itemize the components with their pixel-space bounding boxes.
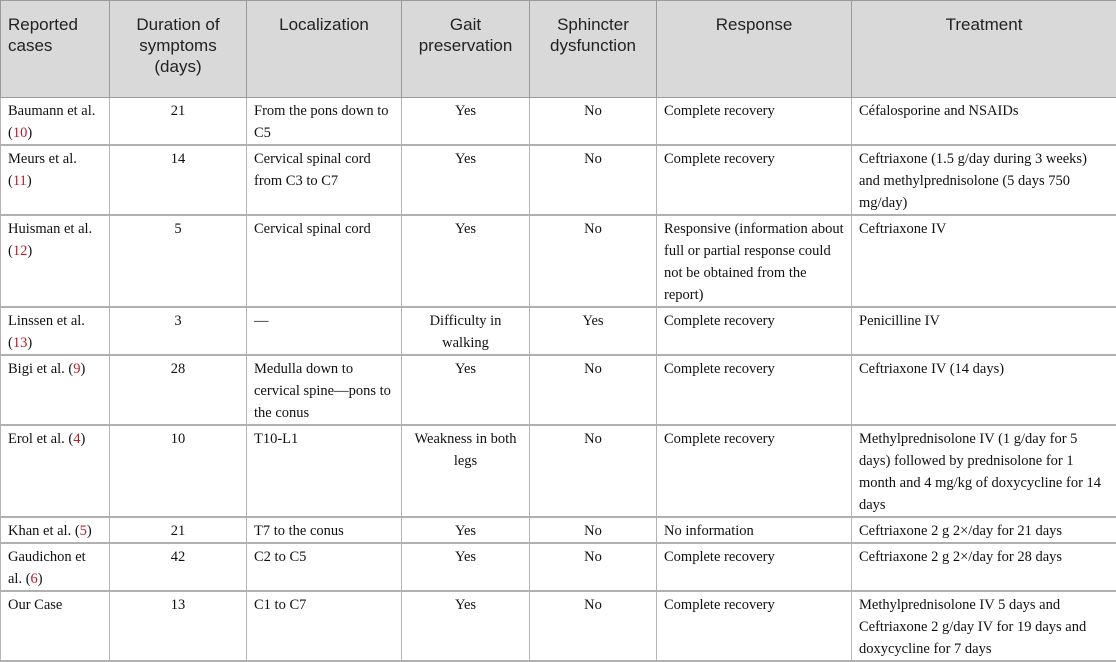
treatment-cell: Ceftriaxone 2 g 2×/day for 28 days: [852, 543, 1116, 591]
response-cell: Responsive (information about full or partial response could not be obtained from the report): [657, 215, 852, 307]
treatment-cell: Céfalosporine and NSAIDs: [852, 98, 1116, 146]
case-suffix: ): [80, 431, 85, 447]
duration-cell: 5: [110, 215, 247, 307]
header-localization: Localization: [247, 1, 402, 98]
table-row: [1, 98, 1116, 146]
gait-cell: Yes: [402, 591, 530, 661]
reference-link[interactable]: 13: [13, 335, 28, 351]
reference-link[interactable]: 12: [13, 243, 28, 259]
duration-cell: 13: [110, 591, 247, 661]
case-suffix: ): [27, 173, 32, 189]
duration-cell: 21: [110, 98, 247, 146]
duration-cell: 3: [110, 307, 247, 355]
localization-cell: T7 to the conus: [247, 517, 402, 543]
duration-cell: 14: [110, 145, 247, 215]
gait-cell: Yes: [402, 145, 530, 215]
treatment-cell: Methylprednisolone IV 5 days and Ceftriaxone 2 g/day IV for 19 days and doxycycline for 7 days: [852, 591, 1116, 661]
localization-cell: From the pons down to C5: [247, 98, 402, 146]
gait-cell: Yes: [402, 215, 530, 307]
case-name: Khan et al. (: [8, 523, 80, 539]
case-cell: [1, 145, 110, 215]
case-cell: [1, 517, 110, 543]
response-cell: Complete recovery: [657, 591, 852, 661]
case-suffix: ): [87, 523, 92, 539]
reference-link[interactable]: 11: [13, 173, 27, 189]
case-name: Baumann et al. (: [8, 103, 95, 141]
table-row: [1, 591, 1116, 661]
gait-cell: Yes: [402, 517, 530, 543]
treatment-cell: Ceftriaxone IV (14 days): [852, 355, 1116, 425]
case-name: Gaudichon et al. (: [8, 549, 86, 587]
table-row: [1, 355, 1116, 425]
localization-cell: —: [247, 307, 402, 355]
header-row: [1, 1, 1116, 98]
sphincter-cell: Yes: [530, 307, 657, 355]
treatment-cell: Ceftriaxone 2 g 2×/day for 21 days: [852, 517, 1116, 543]
localization-cell: T10-L1: [247, 425, 402, 517]
header-response: Response: [657, 1, 852, 98]
response-cell: Complete recovery: [657, 355, 852, 425]
gait-cell: Yes: [402, 355, 530, 425]
gait-cell: Difficulty in walking: [402, 307, 530, 355]
treatment-cell: Ceftriaxone IV: [852, 215, 1116, 307]
case-suffix: ): [27, 125, 32, 141]
treatment-cell: Methylprednisolone IV (1 g/day for 5 days) followed by prednisolone for 1 month and 4 mg/kg of doxycycline for 14 days: [852, 425, 1116, 517]
case-suffix: ): [81, 361, 86, 377]
localization-cell: C2 to C5: [247, 543, 402, 591]
case-name: Bigi et al. (: [8, 361, 73, 377]
table-row: [1, 307, 1116, 355]
duration-cell: 10: [110, 425, 247, 517]
table-row: [1, 215, 1116, 307]
reference-link[interactable]: 6: [31, 571, 38, 587]
response-cell: Complete recovery: [657, 98, 852, 146]
localization-cell: Cervical spinal cord: [247, 215, 402, 307]
sphincter-cell: No: [530, 355, 657, 425]
sphincter-cell: No: [530, 517, 657, 543]
case-cell: [1, 355, 110, 425]
header-sphincter-dysfunction: Sphincter dysfunction: [530, 1, 657, 98]
gait-cell: Yes: [402, 98, 530, 146]
duration-cell: 28: [110, 355, 247, 425]
case-name: Meurs et al. (: [8, 151, 77, 189]
case-cell: [1, 425, 110, 517]
reference-link[interactable]: 10: [13, 125, 28, 141]
localization-cell: C1 to C7: [247, 591, 402, 661]
table-row: [1, 517, 1116, 543]
case-cell: [1, 543, 110, 591]
reference-link[interactable]: 9: [73, 361, 80, 377]
reference-link[interactable]: 5: [80, 523, 87, 539]
duration-cell: 21: [110, 517, 247, 543]
header-reported-cases: Reported cases: [1, 1, 110, 98]
gait-cell: Weakness in both legs: [402, 425, 530, 517]
localization-cell: Medulla down to cervical spine—pons to the conus: [247, 355, 402, 425]
response-cell: Complete recovery: [657, 425, 852, 517]
case-name: Erol et al. (: [8, 431, 73, 447]
response-cell: Complete recovery: [657, 543, 852, 591]
table-row: [1, 425, 1116, 517]
case-cell: [1, 307, 110, 355]
case-cell: [1, 591, 110, 661]
sphincter-cell: No: [530, 215, 657, 307]
reference-link[interactable]: 4: [73, 431, 80, 447]
sphincter-cell: No: [530, 145, 657, 215]
sphincter-cell: No: [530, 591, 657, 661]
duration-cell: 42: [110, 543, 247, 591]
case-suffix: ): [38, 571, 43, 587]
table-row: [1, 543, 1116, 591]
gait-cell: Yes: [402, 543, 530, 591]
localization-cell: Cervical spinal cord from C3 to C7: [247, 145, 402, 215]
case-suffix: ): [27, 243, 32, 259]
case-name: Linssen et al. (: [8, 313, 85, 351]
case-name: Huisman et al. (: [8, 221, 92, 259]
header-treatment: Treatment: [852, 1, 1116, 98]
treatment-cell: Ceftriaxone (1.5 g/day during 3 weeks) and methylprednisolone (5 days 750 mg/day): [852, 145, 1116, 215]
table-row: [1, 145, 1116, 215]
case-cell: [1, 98, 110, 146]
treatment-cell: Penicilline IV: [852, 307, 1116, 355]
header-duration: Duration of symptoms (days): [110, 1, 247, 98]
case-name: Our Case: [8, 597, 62, 613]
sphincter-cell: No: [530, 425, 657, 517]
response-cell: Complete recovery: [657, 307, 852, 355]
case-cell: [1, 215, 110, 307]
header-gait-preservation: Gait preservation: [402, 1, 530, 98]
case-suffix: ): [27, 335, 32, 351]
response-cell: No information: [657, 517, 852, 543]
sphincter-cell: No: [530, 543, 657, 591]
response-cell: Complete recovery: [657, 145, 852, 215]
sphincter-cell: No: [530, 98, 657, 146]
